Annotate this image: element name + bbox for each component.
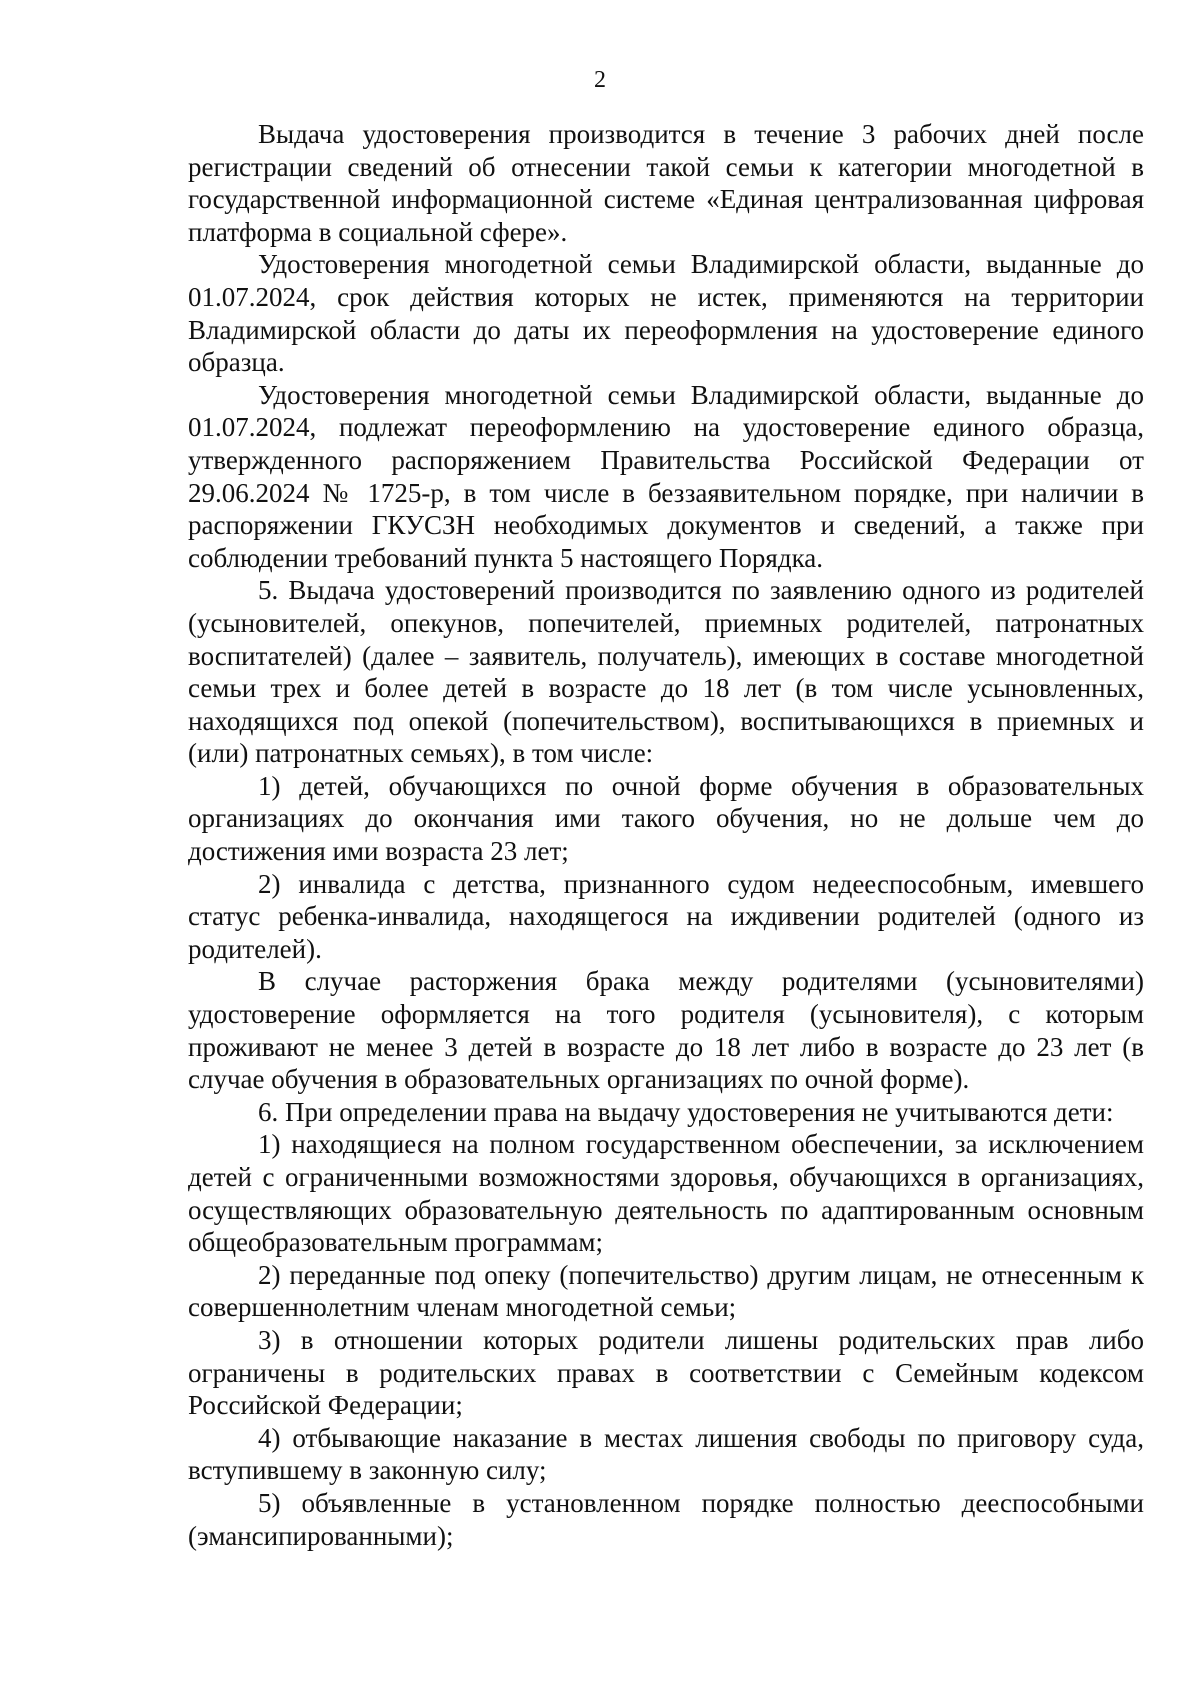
- paragraph-item-6-sub-1: 1) находящиеся на полном государственном обеспечении, за исключением детей с ограниченными возможностями здоровья, обучающихся в организациях, осуществляющих образовательную деятельность по адаптированным основным общеобразовательным программам;: [188, 1129, 1144, 1258]
- paragraph-item-6-sub-4: 4) отбывающие наказание в местах лишения свободы по приговору суда, вступившему в законную силу;: [188, 1422, 1144, 1486]
- paragraph-item-6: 6. При определении права на выдачу удостоверения не учитываются дети:: [258, 1096, 1114, 1127]
- paragraph-item-6-sub-2: 2) переданные под опеку (попечительство) другим лицам, не отнесенным к совершеннолетним членам многодетной семьи;: [188, 1259, 1144, 1323]
- paragraph-item-6-sub-3: 3) в отношении которых родители лишены родительских прав либо ограничены в родительских правах в соответствии с Семейным кодексом Российской Федерации;: [188, 1324, 1144, 1421]
- paragraph-old-certificates-reissue: Удостоверения многодетной семьи Владимирской области, выданные до 01.07.2024, подлежат переоформлению на удостоверение единого образца, утвержденного распоряжением Правительства Российской Федерации от 29.06.2024 № 1725-р, в том числе в беззаявительном порядке, при наличии в распоряжении ГКУСЗН необходимых документов и сведений, а также при соблюдении требований пункта 5 настоящего Порядка.: [188, 379, 1144, 573]
- paragraph-certificate-issuance-term: Выдача удостоверения производится в течение 3 рабочих дней после регистрации сведений об отнесении такой семьи к категории многодетной в государственной информационной системе «Единая централизованная цифровая платформа в социальной сфере».: [188, 119, 1144, 247]
- paragraph-divorce-case: В случае расторжения брака между родителями (усыновителями) удостоверение оформляется на того родителя (усыновителя), с которым проживают не менее 3 детей в возрасте до 18 лет либо в возрасте до 23 лет (в случае обучения в образовательных организациях по очной форме).: [188, 966, 1144, 1095]
- paragraph-item-5: 5. Выдача удостоверений производится по заявлению одного из родителей (усыновителей, опекунов, попечителей, приемных родителей, патронатных воспитателей) (далее – заявитель, получатель), имеющих в составе многодетной семьи трех и более детей в возрасте до 18 лет (в том числе усыновленных, находящихся под опекой (попечительством), воспитывающихся в приемных и (или) патронатных семьях), в том числе:: [188, 575, 1144, 769]
- document-body: [188, 118, 1144, 1552]
- paragraph-item-5-sub-2: 2) инвалида с детства, признанного судом недееспособным, имевшего статус ребенка-инвалида, находящегося на иждивении родителей (одного из родителей).: [188, 868, 1144, 964]
- paragraph-old-certificates-validity: Удостоверения многодетной семьи Владимирской области, выданные до 01.07.2024, срок действия которых не истек, применяются на территории Владимирской области до даты их переоформления на удостоверение единого образца.: [188, 249, 1144, 378]
- page-number: 2: [594, 67, 606, 93]
- paragraph-item-6-sub-5: 5) объявленные в установленном порядке полностью дееспособными (эмансипированными);: [188, 1487, 1144, 1551]
- paragraph-item-5-sub-1: 1) детей, обучающихся по очной форме обучения в образовательных организациях до окончания ими такого обучения, но не дольше чем до достижения ими возраста 23 лет;: [188, 770, 1144, 867]
